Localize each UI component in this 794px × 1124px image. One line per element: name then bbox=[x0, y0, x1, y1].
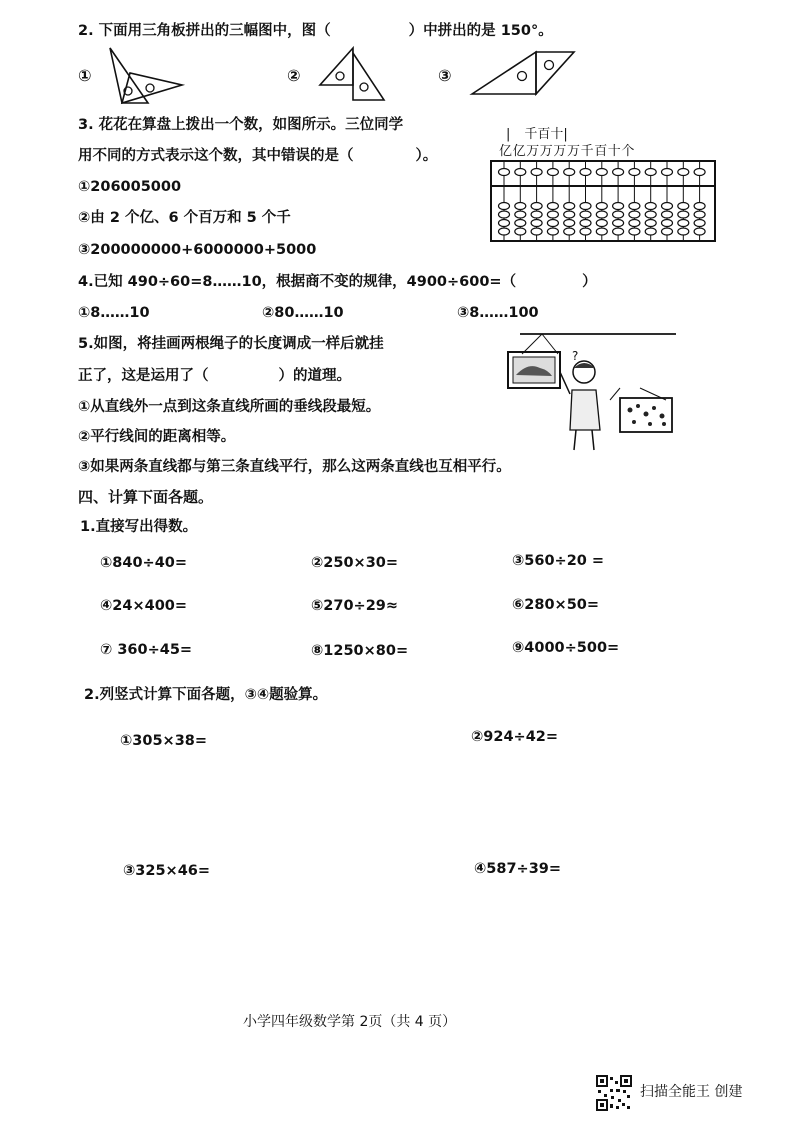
triangle-figure-2 bbox=[318, 45, 388, 107]
q5-option-2: ②平行线间的距离相等。 bbox=[78, 429, 236, 445]
section-4-sub1: 1.直接写出得数。 bbox=[80, 519, 198, 535]
abacus-top-labels: | 千百十| bbox=[506, 127, 568, 142]
vertical-calc-3: ③325×46= bbox=[123, 863, 211, 879]
section-4-title: 四、计算下面各题。 bbox=[78, 488, 214, 506]
oral-calc-7: ⑦ 360÷45= bbox=[100, 642, 193, 658]
vertical-calc-2: ②924÷42= bbox=[471, 729, 559, 745]
q4-option-2: ②80……10 bbox=[262, 305, 344, 321]
q3-line1: 3. 花花在算盘上拨出一个数，如图所示。三位同学 bbox=[78, 117, 404, 133]
q4-option-1: ①8……10 bbox=[78, 305, 150, 321]
q2-label-1: ① bbox=[78, 66, 92, 85]
q2-text: 2. 下面用三角板拼出的三幅图中，图（ ）中拼出的是 150°。 bbox=[78, 23, 553, 39]
q2-label-2: ② bbox=[287, 66, 301, 85]
oral-calc-9: ⑨4000÷500= bbox=[512, 640, 620, 656]
oral-calc-2: ②250×30= bbox=[311, 555, 399, 571]
q5-option-3: ③如果两条直线都与第三条直线平行，那么这两条直线也互相平行。 bbox=[78, 459, 511, 475]
svg-text:?: ? bbox=[572, 349, 579, 363]
oral-calc-4: ④24×400= bbox=[100, 598, 188, 614]
q5-line2: 正了，这是运用了（ ）的道理。 bbox=[78, 368, 351, 384]
abacus-place-values: 亿亿万万万万千百十个 bbox=[499, 144, 636, 159]
triangle-figure-3 bbox=[470, 48, 580, 98]
q3-option-1: ①206005000 bbox=[78, 179, 182, 195]
section-4-sub2: 2.列竖式计算下面各题，③④题验算。 bbox=[84, 687, 328, 703]
vertical-calc-1: ①305×38= bbox=[120, 733, 208, 749]
abacus-image bbox=[490, 160, 716, 242]
q5-line1: 5.如图，将挂画两根绳子的长度调成一样后就挂 bbox=[78, 336, 384, 352]
hanging-picture-illustration bbox=[500, 330, 680, 455]
q3-option-3: ③200000000+6000000+5000 bbox=[78, 242, 317, 258]
triangle-figure-1 bbox=[100, 45, 190, 107]
scanner-watermark-text: 扫描全能王 创建 bbox=[640, 1084, 743, 1100]
page-footer: 小学四年级数学第 2页（共 4 页） bbox=[243, 1014, 457, 1030]
oral-calc-3: ③560÷20 = bbox=[512, 553, 605, 569]
q2-label-3: ③ bbox=[438, 66, 452, 85]
q3-option-2: ②由 2 个亿、6 个百万和 5 个千 bbox=[78, 210, 291, 226]
q4-option-3: ③8……100 bbox=[457, 305, 539, 321]
qr-code-icon bbox=[596, 1075, 632, 1111]
q4-text: 4.已知 490÷60=8……10，根据商不变的规律，4900÷600=（ ） bbox=[78, 274, 597, 290]
oral-calc-8: ⑧1250×80= bbox=[311, 643, 409, 659]
q5-option-1: ①从直线外一点到这条直线所画的垂线段最短。 bbox=[78, 399, 381, 415]
q3-line2: 用不同的方式表示这个数，其中错误的是（ ）。 bbox=[78, 148, 438, 164]
oral-calc-6: ⑥280×50= bbox=[512, 597, 600, 613]
vertical-calc-4: ④587÷39= bbox=[474, 861, 562, 877]
oral-calc-1: ①840÷40= bbox=[100, 555, 188, 571]
oral-calc-5: ⑤270÷29≈ bbox=[311, 598, 399, 614]
